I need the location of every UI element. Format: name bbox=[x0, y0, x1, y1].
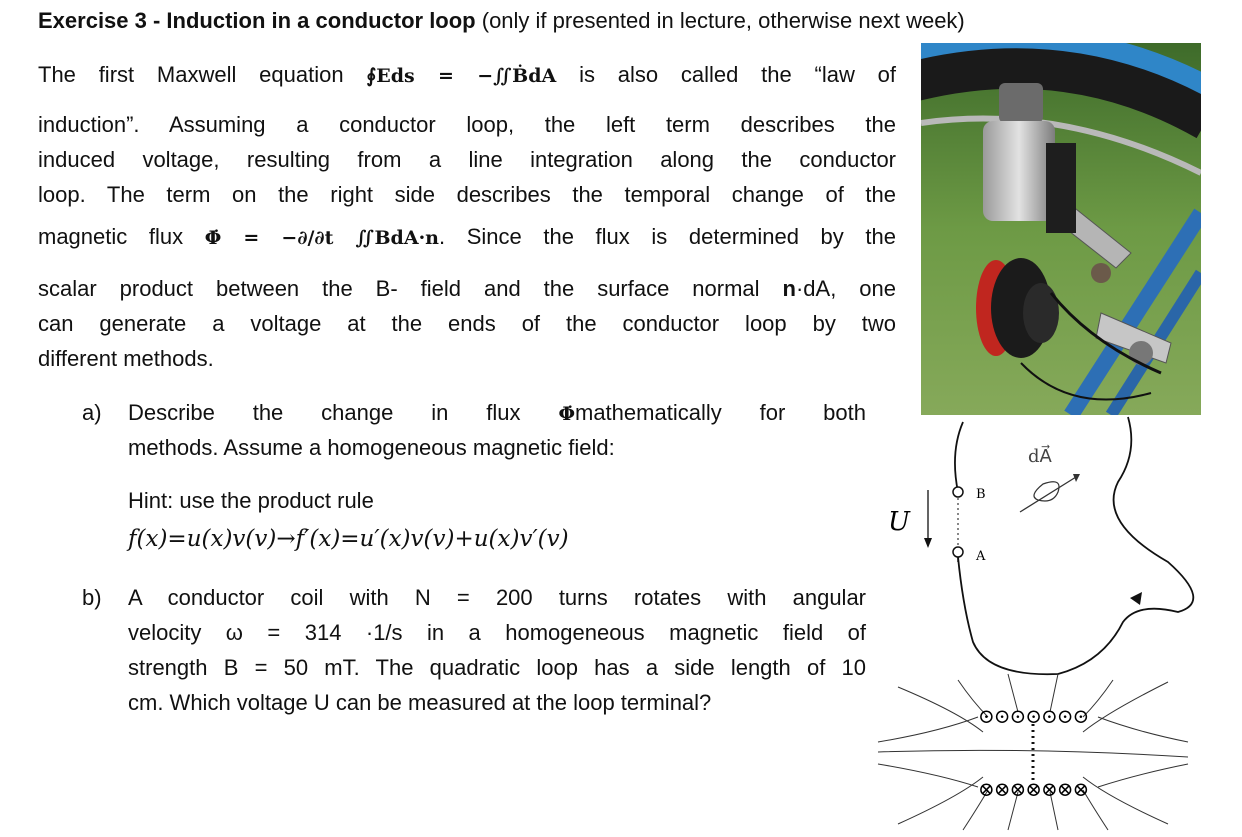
intro-line-5 bbox=[38, 224, 896, 250]
coil-field-lines bbox=[878, 674, 1188, 830]
exercise-title-bold: Exercise 3 - Induction in a conductor loop bbox=[38, 8, 476, 33]
exercise-title bbox=[38, 8, 965, 34]
product-rule-formula: f(x)=u(x)v(v)→f′(x)=u′(x)v(v)+u(x)v′(v) bbox=[128, 526, 569, 552]
item-b-line-3: strength B = 50 mT. The quadratic loop has a side length of 10 bbox=[128, 655, 866, 680]
induction-diagram bbox=[868, 412, 1198, 832]
intro-text: scalar product between the B- field and the surface normal bbox=[38, 276, 783, 301]
current-arrow-icon bbox=[1130, 592, 1142, 605]
item-a-hint: Hint: use the product rule bbox=[128, 488, 374, 513]
intro-line-3: induced voltage, resulting from a line integration along the conductor bbox=[38, 147, 896, 172]
item-a-label: a) bbox=[82, 400, 102, 425]
item-b-label: b) bbox=[82, 585, 102, 610]
terminal-a-label: A bbox=[976, 549, 986, 564]
exercise-title-note: (only if presented in lecture, otherwise next week) bbox=[481, 8, 965, 33]
intro-text: magnetic flux bbox=[38, 224, 184, 249]
intro-line-8: different methods. bbox=[38, 346, 214, 371]
item-b-line-2: velocity ω = 314 ·1/s in a homogeneous magnetic field of bbox=[128, 620, 866, 645]
terminal-b bbox=[953, 487, 963, 497]
item-a-line-1 bbox=[128, 400, 866, 426]
intro-text: is also called the “law of bbox=[579, 62, 897, 87]
intro-text: ·dA, one bbox=[795, 276, 896, 301]
item-b-line-1: A conductor coil with N = 200 turns rotates with angular bbox=[128, 585, 866, 610]
voltage-label: U bbox=[888, 507, 910, 537]
terminal-b-label: B bbox=[976, 487, 986, 502]
area-vector-label: dA⃗ bbox=[1028, 446, 1052, 467]
intro-line-6 bbox=[38, 276, 896, 302]
item-b-line-4: cm. Which voltage U can be measured at the loop terminal? bbox=[128, 690, 712, 715]
intro-text: The first Maxwell equation bbox=[38, 62, 344, 87]
conductor-loop bbox=[955, 417, 1193, 674]
flux-equation: Φ̇ = −∂/∂t ∬BdA·n bbox=[204, 227, 439, 249]
intro-line-7: can generate a voltage at the ends of the conductor loop by two bbox=[38, 311, 896, 336]
intro-line-2: induction”. Assuming a conductor loop, the left term describes the bbox=[38, 112, 896, 137]
item-a-text: mathematically for both bbox=[575, 400, 867, 425]
intro-line-4: loop. The term on the right side describes the temporal change of the bbox=[38, 182, 896, 207]
bicycle-dynamo-photo bbox=[921, 43, 1201, 415]
coil-current-out: ⊙⊙⊙⊙⊙⊙⊙ bbox=[978, 704, 1089, 728]
intro-line-1 bbox=[38, 62, 896, 88]
voltage-arrow-icon bbox=[924, 538, 932, 548]
intro-text: . Since the flux is determined by the bbox=[439, 224, 896, 249]
terminal-a bbox=[953, 547, 963, 557]
flux-dot-symbol: Φ̇ bbox=[558, 403, 575, 425]
maxwell-equation: ∮Eds = −∬ḂdA bbox=[366, 65, 557, 87]
normal-vector-symbol: n bbox=[782, 276, 796, 301]
item-a-line-2: methods. Assume a homogeneous magnetic field: bbox=[128, 435, 615, 460]
surface-element bbox=[1034, 482, 1059, 501]
item-a-text: Describe the change in flux bbox=[128, 400, 521, 425]
coil-current-in: ⊗⊗⊗⊗⊗⊗⊗ bbox=[978, 777, 1089, 801]
